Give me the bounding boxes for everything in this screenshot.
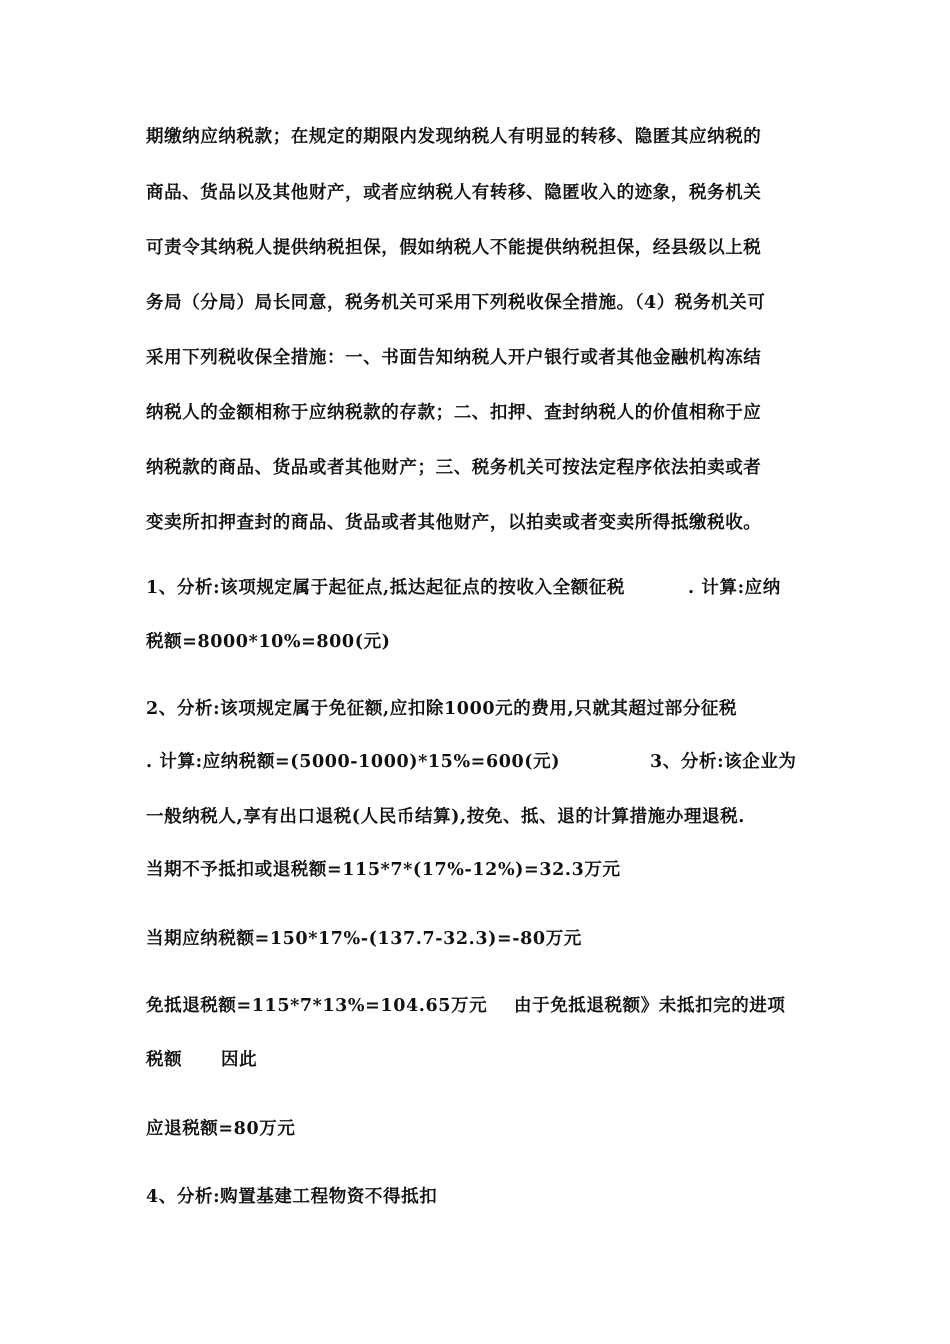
paragraph-line: 采用下列税收保全措施：一、书面告知纳税人开户银行或者其他金融机构冻结: [146, 348, 762, 368]
paragraph-line: 商品、货品以及其他财产，或者应纳税人有转移、隐匿收入的迹象，税务机关: [146, 183, 762, 203]
item3-line6b: 因此: [221, 1050, 258, 1070]
item4-line1: 4、分析:购置基建工程物资不得抵扣: [146, 1187, 438, 1207]
item1-line1: 1、分析:该项规定属于起征点,抵达起征点的按收入全额征税: [146, 578, 626, 598]
item3-line4: 当期应纳税额=150*17%-(137.7-32.3)=-80万元: [146, 929, 582, 949]
item2-line1: 2、分析:该项规定属于免征额,应扣除1000元的费用,只就其超过部分征税: [146, 699, 738, 719]
item1-line2: 税额=8000*10%=800(元): [146, 632, 391, 652]
item3-line1: 3、分析:该企业为: [650, 752, 797, 772]
paragraph-line: 变卖所扣押查封的商品、货品或者其他财产，以拍卖或者变卖所得抵缴税收。: [146, 513, 762, 533]
paragraph-line: 纳税款的商品、货品或者其他财产；三、税务机关可按法定程序依法拍卖或者: [146, 458, 762, 478]
item2-line2: . 计算:应纳税额=(5000-1000)*15%=600(元): [146, 752, 561, 772]
item3-line5-note: 由于免抵退税额》未抵扣完的进项: [514, 996, 786, 1016]
paragraph-line: 可责令其纳税人提供纳税担保，假如纳税人不能提供纳税担保，经县级以上税: [146, 238, 762, 258]
item3-line2: 一般纳税人,享有出口退税(人民币结算),按免、抵、退的计算措施办理退税.: [146, 807, 745, 827]
item1-line1-calc: . 计算:应纳: [688, 578, 781, 598]
paragraph-line: 期缴纳应纳税款；在规定的期限内发现纳税人有明显的转移、隐匿其应纳税的: [146, 127, 762, 147]
paragraph-line: 务局（分局）局长同意，税务机关可采用下列税收保全措施。（4）税务机关可: [146, 293, 766, 313]
item3-line5: 免抵退税额=115*7*13%=104.65万元: [146, 996, 488, 1016]
item3-line3: 当期不予抵扣或退税额=115*7*(17%-12%)=32.3万元: [146, 860, 621, 880]
item3-line7: 应退税额=80万元: [146, 1119, 296, 1139]
item3-line6a: 税额: [146, 1050, 183, 1070]
paragraph-line: 纳税人的金额相称于应纳税款的存款；二、扣押、查封纳税人的价值相称于应: [146, 403, 762, 423]
